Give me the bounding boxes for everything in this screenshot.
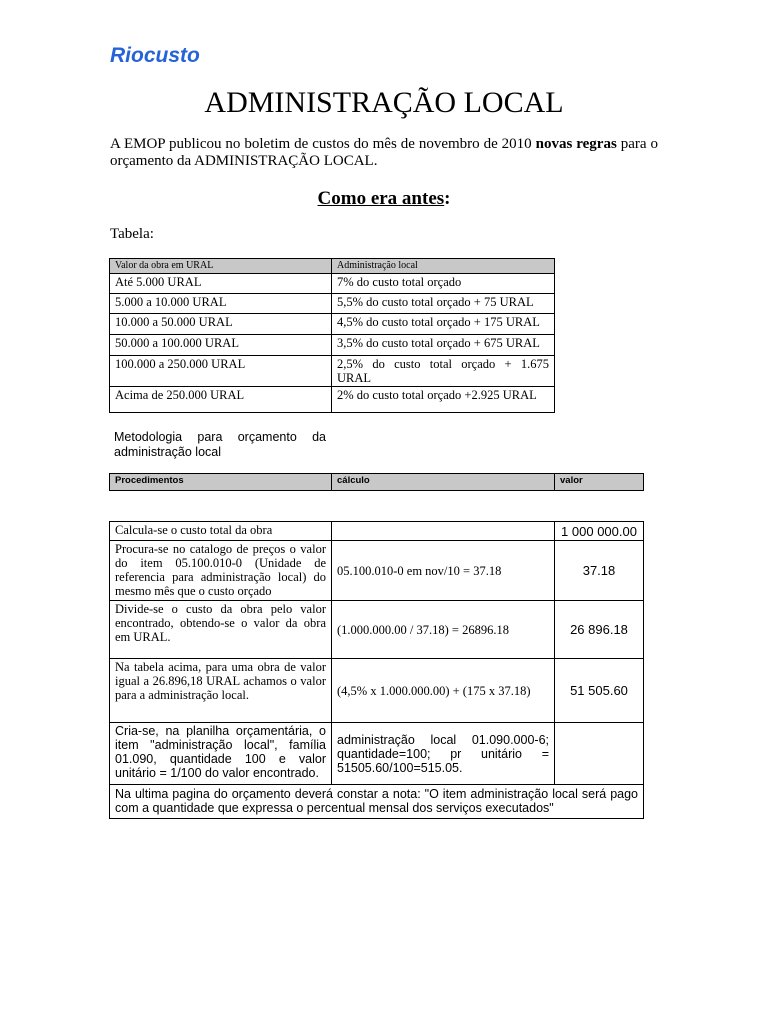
calculation-cell [332,522,555,541]
table-row [110,541,644,601]
table-cell: Acima de 250.000 URAL [110,387,332,413]
table-cell: 50.000 a 100.000 URAL [110,335,332,356]
calculation-cell: 05.100.010-0 em nov/10 = 37.18 [332,541,555,601]
procedure-cell: Cria-se, na planilha orçamentária, o item "administração local", família 01.090, quantidade 100 e valor unitário = 1/100 do valor encontrado. [110,723,332,785]
value-cell: 51 505.60 [555,659,644,723]
intro-paragraph [110,136,658,170]
table-cell: 3,5% do custo total orçado + 675 URAL [332,335,555,356]
procedure-cell: Divide-se o custo da obra pelo valor encontrado, obtendo-se o valor da obra em URAL. [110,601,332,659]
table-row [110,659,644,723]
table-row [110,314,555,335]
header-valor-obra: Valor da obra em URAL [110,259,332,274]
value-cell: 26 896.18 [555,601,644,659]
value-cell: 1 000 000.00 [555,522,644,541]
table-cell: 5.000 a 10.000 URAL [110,294,332,314]
header-valor: valor [555,474,644,491]
table-row [110,723,644,785]
table-cell: 100.000 a 250.000 URAL [110,356,332,387]
procedures-header-table [109,473,644,491]
header-administracao-local: Administração local [332,259,555,274]
brand-logo-text: Riocusto [110,44,200,67]
procedure-cell: Calcula-se o custo total da obra [110,522,332,541]
ural-table-header [110,259,555,274]
table-row [110,601,644,659]
tabela-label: Tabela: [110,226,154,242]
calculation-cell: (1.000.000.00 / 37.18) = 26896.18 [332,601,555,659]
value-cell [555,723,644,785]
subtitle-text: Como era antes [317,188,445,209]
value-cell: 37.18 [555,541,644,601]
table-row [110,522,644,541]
table-row [110,335,555,356]
metodologia-caption: Metodologia para orçamento da administração local [114,430,326,459]
section-subtitle [0,188,768,210]
header-procedimentos: Procedimentos [110,474,332,491]
table-row [110,356,555,387]
table-cell: 2,5% do custo total orçado + 1.675 URAL [332,356,555,387]
table-cell: 2% do custo total orçado +2.925 URAL [332,387,555,413]
table-row [110,387,555,413]
calculation-cell: (4,5% x 1.000.000.00) + (175 x 37.18) [332,659,555,723]
table-row [110,274,555,294]
procedure-cell: Na tabela acima, para uma obra de valor igual a 26.896,18 URAL achamos o valor para a administração local. [110,659,332,723]
table-cell: 5,5% do custo total orçado + 75 URAL [332,294,555,314]
header-calculo: cálculo [332,474,555,491]
table-row [110,785,644,819]
table-cell: 10.000 a 50.000 URAL [110,314,332,335]
procedures-header-row [110,474,644,491]
page-title: ADMINISTRAÇÃO LOCAL [204,86,564,119]
intro-bold-text: novas regras [535,136,617,152]
table-row [110,294,555,314]
subtitle-suffix: : [444,188,451,209]
ural-table [109,258,555,413]
calculation-cell: administração local 01.090.000-6; quantidade=100; pr unitário = 51505.60/100=515.05. [332,723,555,785]
table-cell: Até 5.000 URAL [110,274,332,294]
table-cell: 4,5% do custo total orçado + 175 URAL [332,314,555,335]
procedures-table [109,521,644,819]
intro-text-after: para o orçamento da ADMINISTRAÇÃO LOCAL. [110,136,658,169]
footnote-cell: Na ultima pagina do orçamento deverá constar a nota: "O item administração local será pago com a quantidade que expressa o percentual mensal dos serviços executados" [110,785,644,819]
procedure-cell: Procura-se no catalogo de preços o valor do item 05.100.010-0 (Unidade de referencia para administração local) do mesmo mês que o custo orçado [110,541,332,601]
table-cell: 7% do custo total orçado [332,274,555,294]
intro-text-before: A EMOP publicou no boletim de custos do mês de novembro de 2010 [110,136,536,152]
